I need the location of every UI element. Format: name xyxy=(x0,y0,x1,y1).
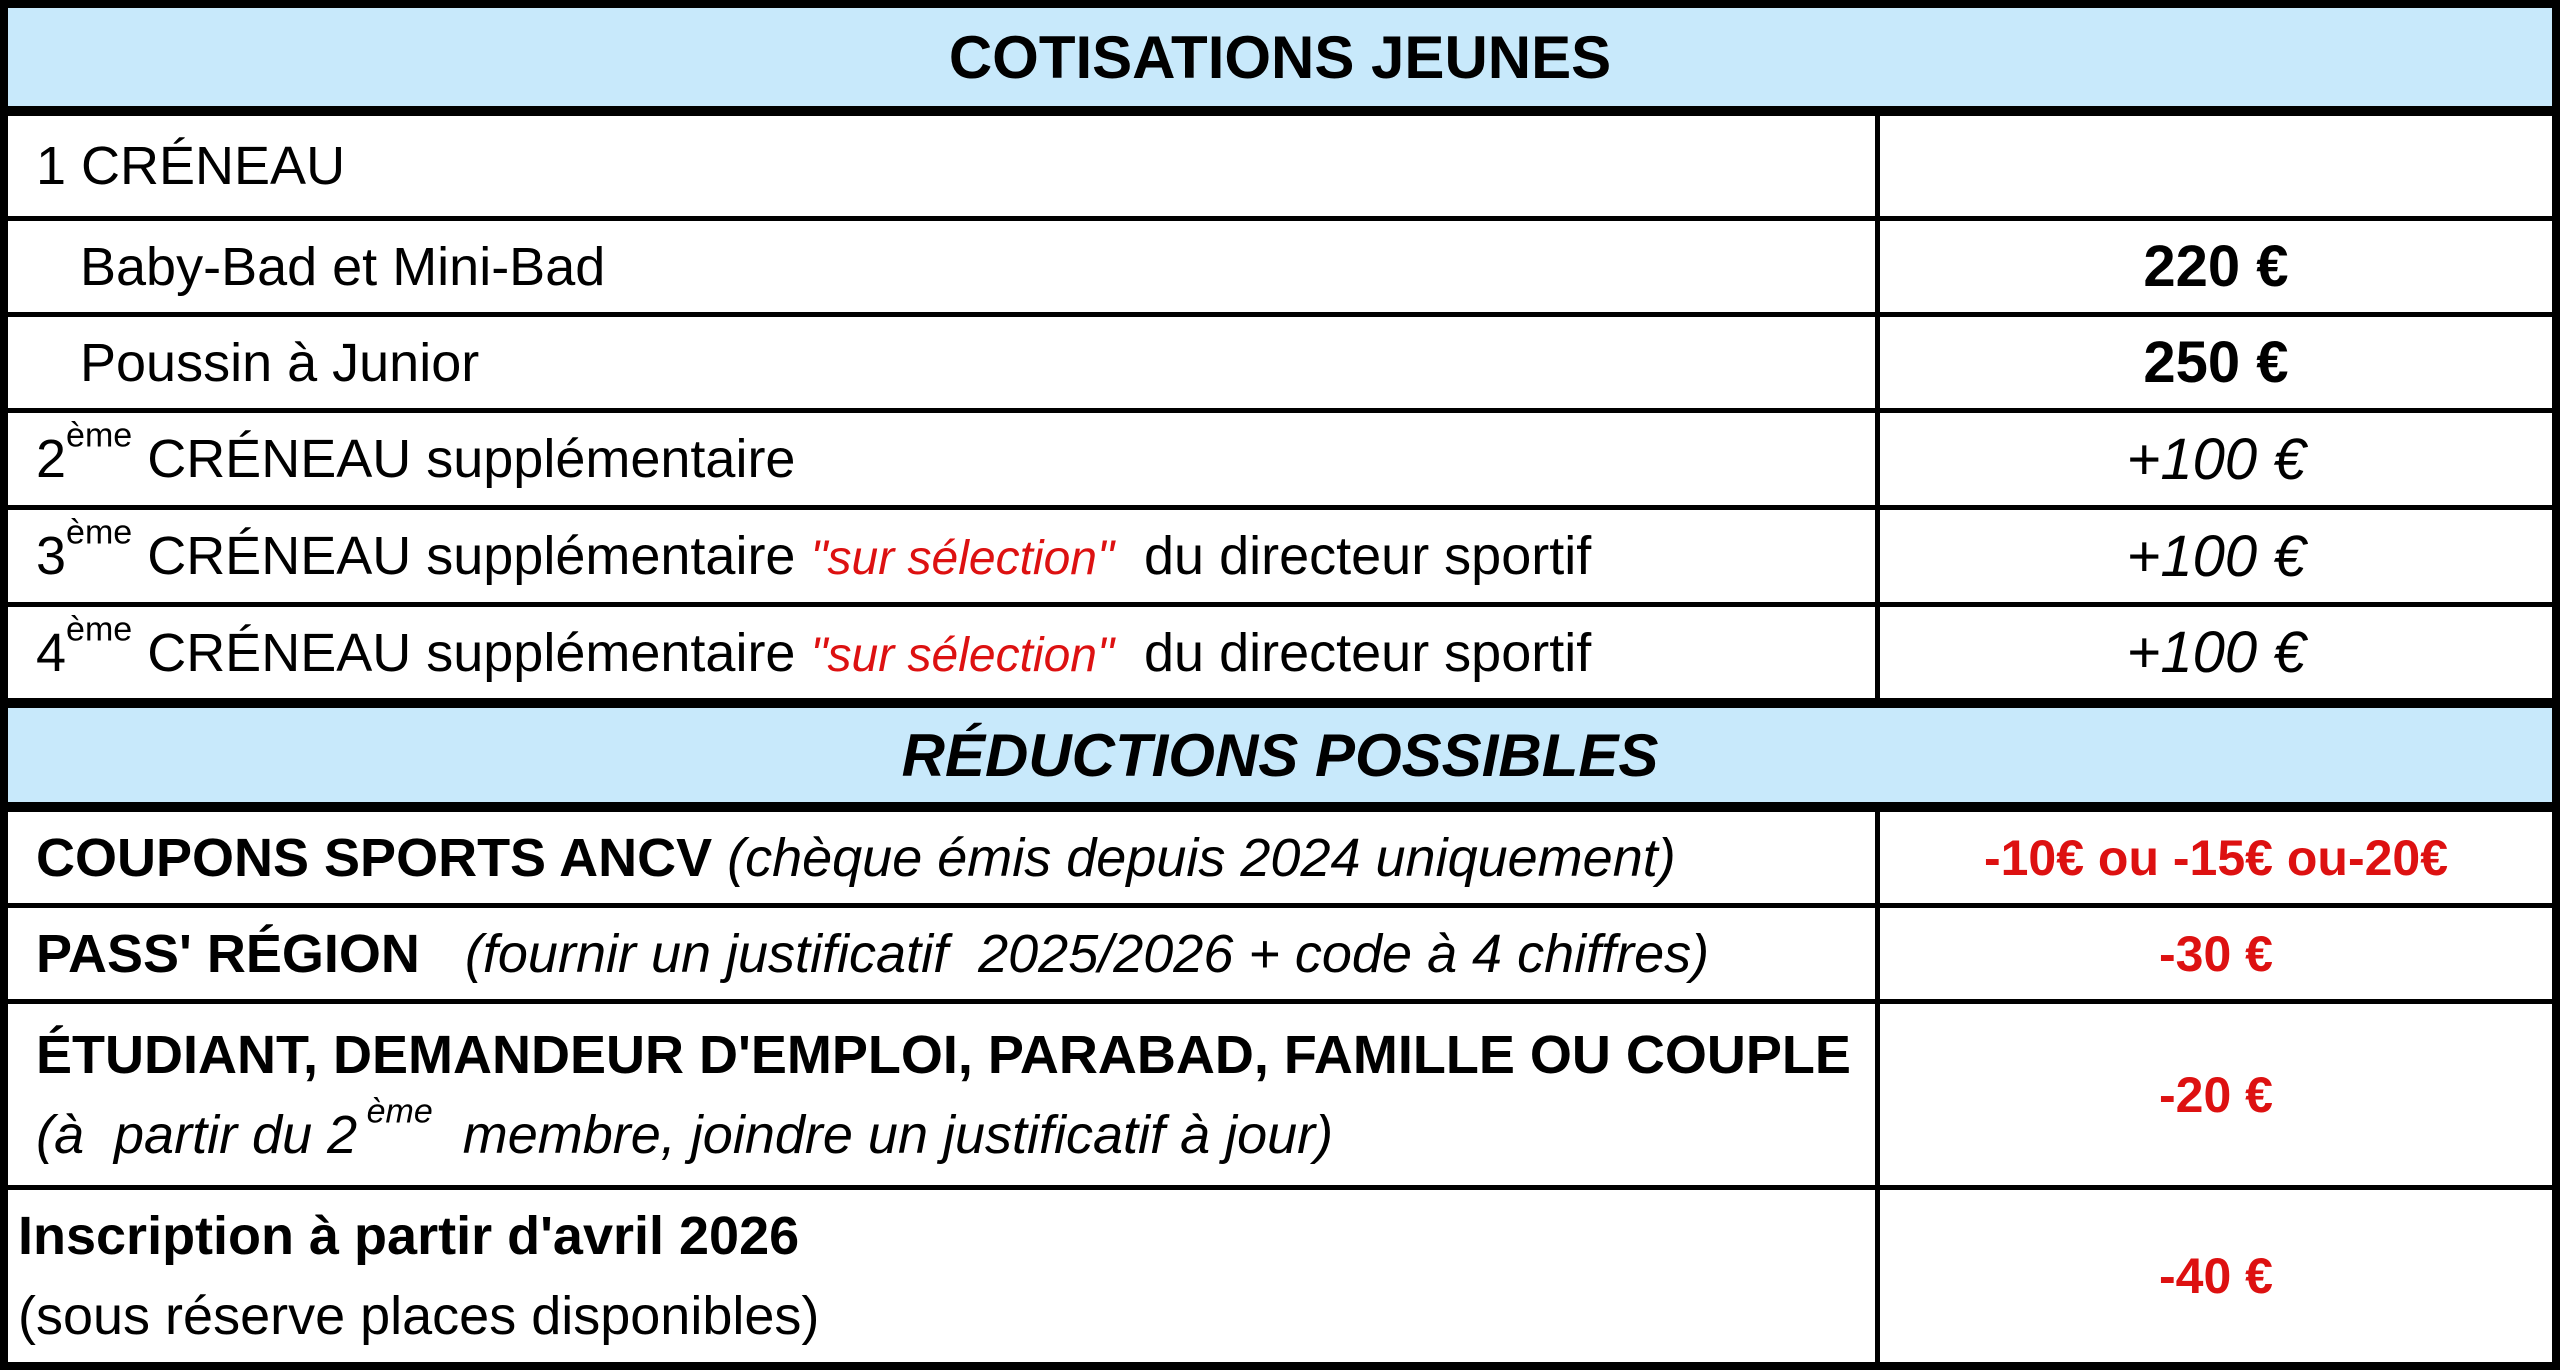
section-header-cotisations xyxy=(8,8,2552,116)
table-row xyxy=(8,607,2552,708)
row-value xyxy=(1875,221,2552,312)
discount-value: -40 € xyxy=(2159,1248,2273,1304)
price-value: +100 € xyxy=(2126,426,2306,492)
table-row xyxy=(8,812,2552,908)
row-value xyxy=(1875,812,2552,903)
discount-value: -20 € xyxy=(2159,1066,2273,1123)
row-label xyxy=(8,317,1875,408)
table-row xyxy=(8,116,2552,221)
row-value xyxy=(1875,413,2552,505)
table-row xyxy=(8,1004,2552,1190)
row-value xyxy=(1875,1190,2552,1362)
selection-note: "sur sélection" xyxy=(810,532,1115,585)
table-row xyxy=(8,908,2552,1004)
row-value xyxy=(1875,607,2552,698)
row-value xyxy=(1875,510,2552,602)
row-label xyxy=(8,510,1875,602)
table-row xyxy=(8,1190,2552,1362)
row-label-text: COUPONS SPORTS ANCV (chèque émis depuis 2024 uniquement) xyxy=(36,827,1676,888)
row-label xyxy=(8,812,1875,903)
row-label-text: 4ème CRÉNEAU supplémentaire "sur sélection" du directeur sportif xyxy=(36,609,1592,683)
price-value: 250 € xyxy=(2143,330,2289,395)
section-header-reductions xyxy=(8,708,2552,812)
table-row xyxy=(8,221,2552,317)
row-label-text: 3ème CRÉNEAU supplémentaire "sur sélection" du directeur sportif xyxy=(36,513,1592,586)
row-label-text: Baby-Bad et Mini-Bad xyxy=(80,236,606,297)
ordinal-suffix: ème xyxy=(66,609,133,648)
row-value xyxy=(1875,908,2552,999)
row-label xyxy=(8,908,1875,999)
table-row xyxy=(8,413,2552,510)
discount-value: -30 € xyxy=(2159,925,2273,982)
row-label-note: (sous réserve places disponibles) xyxy=(18,1286,820,1346)
price-value: 220 € xyxy=(2143,234,2289,299)
row-label xyxy=(8,607,1875,698)
row-value xyxy=(1875,116,2552,216)
row-value xyxy=(1875,1004,2552,1185)
table-row xyxy=(8,510,2552,607)
row-label xyxy=(8,116,1875,216)
row-label-text: PASS' RÉGION (fournir un justificatif 2025/2026 + code à 4 chiffres) xyxy=(36,923,1710,984)
row-label xyxy=(8,221,1875,312)
discount-value: -10€ ou -15€ ou-20€ xyxy=(1983,829,2449,886)
row-value xyxy=(1875,317,2552,408)
section-title-reductions: RÉDUCTIONS POSSIBLES xyxy=(901,721,1659,789)
row-label xyxy=(8,1190,1875,1362)
row-label-text: 1 CRÉNEAU xyxy=(36,136,346,196)
row-label-text: ÉTUDIANT, DEMANDEUR D'EMPLOI, PARABAD, FAMILLE OU COUPLE xyxy=(36,1024,1851,1085)
ordinal-suffix: ème xyxy=(66,513,133,552)
section-title-cotisations: COTISATIONS JEUNES xyxy=(948,23,1612,91)
row-label xyxy=(8,1004,1875,1185)
row-label-note: (à partir du 2 $^{ème}$ membre, joindre un justificatif à jour) xyxy=(36,1091,1334,1165)
row-label-text: Poussin à Junior xyxy=(80,332,480,393)
price-value: +100 € xyxy=(2126,523,2306,589)
row-label xyxy=(8,413,1875,505)
table-row xyxy=(8,317,2552,413)
selection-note: "sur sélection" xyxy=(810,628,1115,682)
price-value: +100 € xyxy=(2126,620,2306,685)
row-label-text: 2ème CRÉNEAU supplémentaire xyxy=(36,416,796,489)
row-label-text: Inscription à partir d'avril 2026 xyxy=(18,1206,800,1266)
ordinal-suffix: ème xyxy=(66,416,133,455)
